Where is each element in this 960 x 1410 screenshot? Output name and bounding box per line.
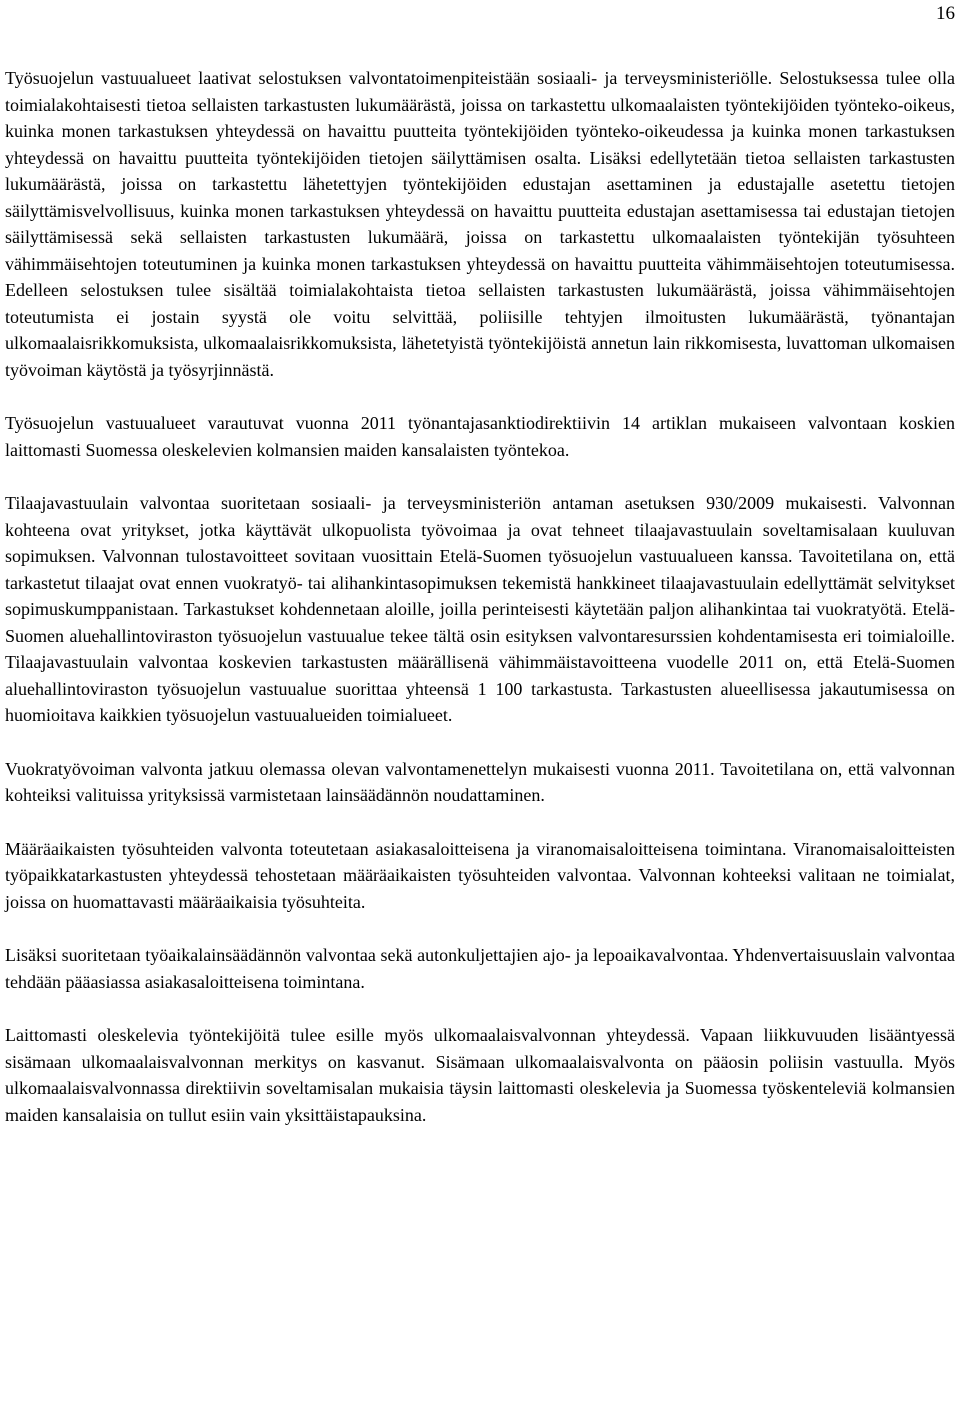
page-number: 16	[936, 3, 955, 24]
paragraph-alien-control: Laittomasti oleskelevia työntekijöitä tulee esille myös ulkomaalaisvalvonnan yhteydessä. Vapaan liikkuvuuden lisääntyessä sisämaan ulkomaalaisvalvonnan merkitys on kasvanut. Sisämaan ulkomaalaisvalvonta on pääosin poliisin vastuulla. Myös ulkomaalaisvalvonnassa direktiivin soveltamisalan mukaisia täysin laittomasti oleskelevia ja Suomessa työskenteleviä kolmansien maiden kansalaisia on tullut esiin vain yksittäistapauksina.	[5, 1025, 955, 1125]
paragraph-sanctions-directive: Työsuojelun vastuualueet varautuvat vuonna 2011 työnantajasanktiodirektiivin 14 artiklan mukaiseen valvontaan koskien laittomasti Suomessa oleskelevien kolmansien maiden kansalaisten työntekoa.	[5, 413, 955, 460]
paragraph-temporary-agency-work: Vuokratyövoiman valvonta jatkuu olemassa olevan valvontamenettelyn mukaisesti vuonna 2011. Tavoitetilana on, että valvonnan kohteiksi valituissa yrityksissä varmistetaan lainsäädännön noudattaminen.	[5, 758, 955, 805]
document-body	[5, 65, 955, 1128]
paragraph-reporting: Työsuojelun vastuualueet laativat selostuksen valvontatoimenpiteistään sosiaali- ja terveysministeriölle. Selostuksessa tulee olla toimialakohtaisesti tietoa sellaisten tarkastusten lukumäärästä, joissa on tarkastettu ulkomaalaisten työntekijöiden työnteko-oikeus, kuinka monen tarkastuksen yhteydessä on havaittu puutteita työntekijöiden työnteko-oikeudessa ja kuinka monen tarkastuksen yhteydessä on havaittu puutteita työntekijöiden tietojen säilyttämisen osalta. Lisäksi edellytetään tietoa sellaisten tarkastusten lukumäärästä, joissa on tarkastettu lähetettyjen työntekijöiden edustajan asettaminen ja edustajalle asetettu tietojen säilyttämisvelvollisuus, kuinka monen tarkastuksen yhteydessä on havaittu puutteita edustajan asettamisessa tai edustajan tietojen säilyttämisessä sekä sellaisten tarkastusten lukumäärä, joissa on tarkastettu ulkomaalaisten työntekijän työsuhteen vähimmäisehtojen toteutuminen ja kuinka monen tarkastuksen yhteydessä on havaittu puutteita vähimmäisehtojen toteutumisessa. Edelleen selostuksen tulee sisältää toimialakohtaista tietoa sellaisten tarkastusten lukumäärästä, joissa vähimmäisehtojen toteutumista ei jostain syystä ole voitu selvittää, poliisille tehtyjen ilmoitusten lukumäärästä, työnantajan ulkomaalaisrikkomuksista, ulkomaalaisrikkomuksista, lähetetyistä työntekijöistä annetun lain rikkomisesta, luvattoman ulkomaisen työvoiman käytöstä ja työsyrjinnästä.	[5, 68, 955, 380]
paragraph-working-time: Lisäksi suoritetaan työaikalainsäädännön valvontaa sekä autonkuljettajien ajo- ja lepoaikavalvontaa. Yhdenvertaisuuslain valvontaa tehdään pääasiassa asiakasaloitteisena toimintana.	[5, 945, 955, 992]
paragraph-fixed-term-employment: Määräaikaisten työsuhteiden valvonta toteutetaan asiakasaloitteisena ja viranomaisaloitteisena toimintana. Viranomaisaloitteisten työpaikkatarkastusten yhteydessä tehostetaan määräaikaisten työsuhteiden valvontaa. Valvonnan kohteeksi valitaan ne toimialat, joissa on huomattavasti määräaikaisia työsuhteita.	[5, 838, 955, 912]
paragraph-contractor-liability: Tilaajavastuulain valvontaa suoritetaan sosiaali- ja terveysministeriön antaman asetuksen 930/2009 mukaisesti. Valvonnan kohteena ovat yritykset, jotka käyttävät ulkopuolista työvoimaa ja ovat tehneet tilaajavastuulain soveltamisalaan kuuluvan sopimuksen. Valvonnan tulostavoitteet sovitaan vuosittain Etelä-Suomen työsuojelun vastuualueen kanssa. Tavoitetilana on, että tarkastetut tilaajat ovat ennen vuokratyö- tai alihankintasopimuksen tekemistä hankkineet tilaajavastuulain edellyttämät selvitykset sopimuskumppanistaan. Tarkastukset kohdennetaan aloille, joilla perinteisesti käytetään paljon alihankintaa tai vuokratyötä. Etelä-Suomen aluehallintoviraston työsuojelun vastuualue tekee tältä osin esityksen valvontaresurssien kohdentamisesta eri toimialoille. Tilaajavastuulain valvontaa koskevien tarkastusten määrällisenä vähimmäistavoitteena vuodelle 2011 on, että Etelä-Suomen aluehallintoviraston työsuojelun vastuualue suorittaa yhteensä 1 100 tarkastusta. Tarkastusten alueellisessa jakautumisessa on huomioitava kaikkien työsuojelun vastuualueiden toimialueet.	[5, 493, 955, 725]
